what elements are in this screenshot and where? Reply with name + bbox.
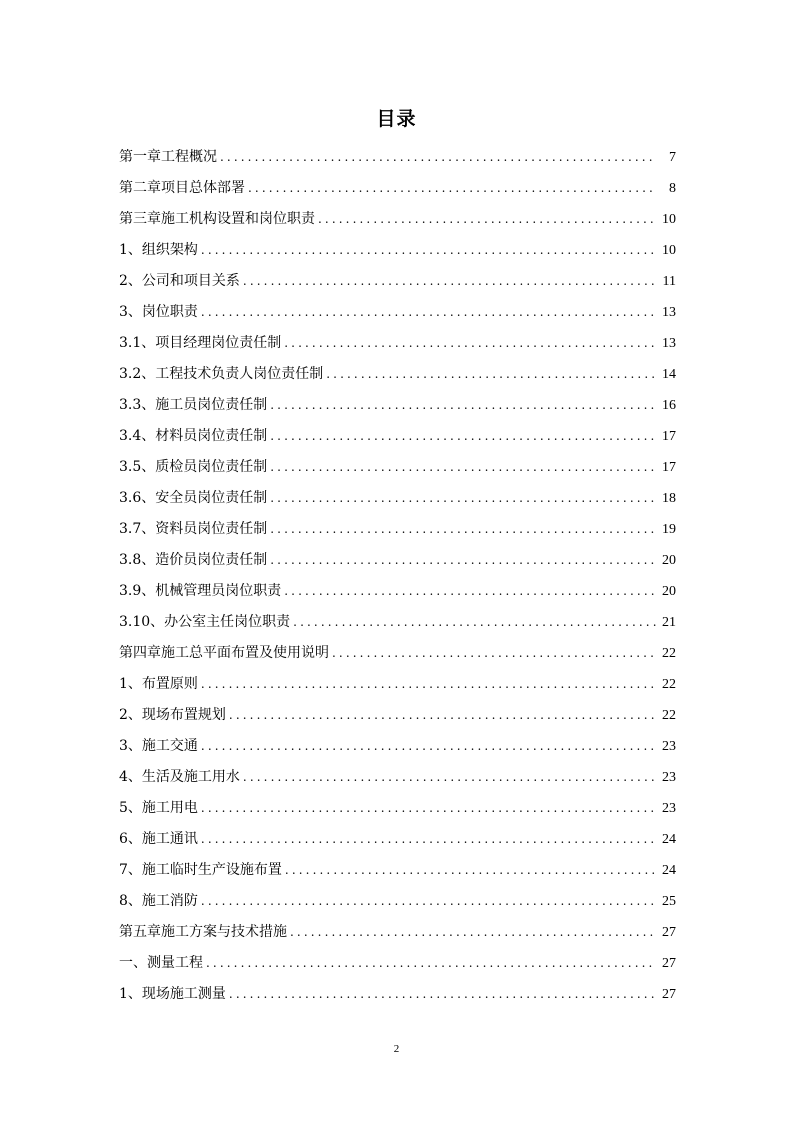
toc-dot-leader (201, 886, 656, 917)
toc-dot-leader (326, 359, 656, 390)
toc-entry-label: 3.1、项目经理岗位责任制 (119, 335, 282, 351)
toc-dot-leader (243, 762, 656, 793)
toc-entry-page: 22 (662, 677, 676, 692)
toc-entry-label: 3.5、质检员岗位责任制 (119, 459, 268, 475)
toc-entry-page: 23 (662, 801, 676, 816)
toc-entry-label: 3.7、资料员岗位责任制 (119, 521, 268, 537)
toc-entry-label: 7、施工临时生产设施布置 (119, 862, 282, 878)
toc-dot-leader (270, 545, 656, 576)
toc-entry-page: 22 (662, 646, 676, 661)
toc-entry-label: 第一章工程概况 (119, 149, 217, 165)
toc-dot-leader (270, 390, 656, 421)
page-number: 2 (393, 1043, 400, 1055)
toc-dot-leader (201, 235, 656, 266)
toc-entry-page: 13 (662, 336, 676, 351)
toc-entry-page: 10 (662, 212, 676, 227)
toc-entry-label: 1、现场施工测量 (119, 986, 226, 1002)
toc-entry-page: 21 (662, 615, 676, 630)
toc-entry-label: 第五章施工方案与技术措施 (119, 924, 287, 940)
toc-entry-label: 一、测量工程 (119, 955, 203, 971)
toc-dot-leader (318, 204, 656, 235)
toc-entry-page: 23 (662, 739, 676, 754)
toc-entry-label: 5、施工用电 (119, 800, 198, 816)
toc-entry[interactable] (119, 855, 676, 886)
toc-entry[interactable] (119, 979, 676, 1010)
toc-entry[interactable] (119, 173, 676, 204)
toc-entry[interactable] (119, 576, 676, 607)
toc-entry-label: 3.3、施工员岗位责任制 (119, 397, 268, 413)
toc-dot-leader (293, 607, 656, 638)
toc-entry[interactable] (119, 762, 676, 793)
toc-entry[interactable] (119, 793, 676, 824)
toc-dot-leader (290, 917, 656, 948)
toc-entry-page: 7 (669, 150, 676, 165)
toc-entry-label: 3.4、材料员岗位责任制 (119, 428, 268, 444)
toc-entry-page: 27 (662, 987, 676, 1002)
toc-entry-page: 19 (662, 522, 676, 537)
toc-entry-label: 1、布置原则 (119, 676, 198, 692)
toc-dot-leader (220, 142, 656, 173)
toc-dot-leader (206, 948, 656, 979)
toc-entry[interactable] (119, 235, 676, 266)
toc-dot-leader (243, 266, 656, 297)
toc-entry[interactable] (119, 669, 676, 700)
toc-dot-leader (270, 483, 656, 514)
toc-entry-label: 2、现场布置规划 (119, 707, 226, 723)
toc-entry-page: 23 (662, 770, 676, 785)
toc-entry[interactable] (119, 700, 676, 731)
toc-entry-page: 22 (662, 708, 676, 723)
toc-entry-page: 20 (662, 584, 676, 599)
toc-entry-label: 3.10、办公室主任岗位职责 (119, 614, 291, 630)
toc-dot-leader (201, 824, 656, 855)
toc-dot-leader (270, 452, 656, 483)
toc-entry-label: 第四章施工总平面布置及使用说明 (119, 645, 329, 661)
toc-dot-leader (201, 793, 656, 824)
toc-entry-label: 2、公司和项目关系 (119, 273, 240, 289)
toc-entry-page: 24 (662, 863, 676, 878)
toc-dot-leader (248, 173, 656, 204)
toc-entry-page: 18 (662, 491, 676, 506)
toc-entry-page: 10 (662, 243, 676, 258)
toc-entry[interactable] (119, 514, 676, 545)
toc-entry[interactable] (119, 328, 676, 359)
table-of-contents (119, 142, 676, 1010)
toc-dot-leader (229, 979, 656, 1010)
toc-entry-page: 24 (662, 832, 676, 847)
toc-entry-page: 8 (669, 181, 676, 196)
page-title: 目录 (376, 108, 417, 130)
toc-entry-page: 11 (662, 274, 676, 289)
toc-entry[interactable] (119, 297, 676, 328)
toc-entry[interactable] (119, 204, 676, 235)
toc-entry-label: 3.9、机械管理员岗位职责 (119, 583, 282, 599)
toc-entry-label: 3、施工交通 (119, 738, 198, 754)
toc-entry-label: 第二章项目总体部署 (119, 180, 245, 196)
toc-entry-page: 17 (662, 429, 676, 444)
toc-entry-label: 6、施工通讯 (119, 831, 198, 847)
toc-entry[interactable] (119, 731, 676, 762)
toc-entry[interactable] (119, 359, 676, 390)
toc-entry[interactable] (119, 824, 676, 855)
toc-entry-label: 第三章施工机构设置和岗位职责 (119, 211, 315, 227)
toc-dot-leader (229, 700, 656, 731)
toc-entry-page: 27 (662, 956, 676, 971)
toc-entry-label: 4、生活及施工用水 (119, 769, 240, 785)
toc-entry[interactable] (119, 607, 676, 638)
toc-dot-leader (285, 855, 656, 886)
toc-entry-page: 16 (662, 398, 676, 413)
toc-dot-leader (284, 576, 656, 607)
toc-entry-label: 3.8、造价员岗位责任制 (119, 552, 268, 568)
toc-dot-leader (201, 669, 656, 700)
toc-entry-label: 3.2、工程技术负责人岗位责任制 (119, 366, 324, 382)
toc-entry-page: 13 (662, 305, 676, 320)
toc-dot-leader (270, 421, 656, 452)
toc-entry-page: 17 (662, 460, 676, 475)
toc-entry-label: 3、岗位职责 (119, 304, 198, 320)
toc-dot-leader (332, 638, 656, 669)
toc-entry[interactable] (119, 390, 676, 421)
toc-entry-page: 25 (662, 894, 676, 909)
toc-entry[interactable] (119, 638, 676, 669)
toc-entry-page: 27 (662, 925, 676, 940)
toc-dot-leader (201, 731, 656, 762)
toc-dot-leader (284, 328, 656, 359)
toc-entry-label: 8、施工消防 (119, 893, 198, 909)
toc-dot-leader (270, 514, 656, 545)
toc-dot-leader (201, 297, 656, 328)
toc-entry[interactable] (119, 948, 676, 979)
toc-entry[interactable] (119, 452, 676, 483)
toc-entry-label: 3.6、安全员岗位责任制 (119, 490, 268, 506)
toc-entry-page: 14 (662, 367, 676, 382)
toc-entry[interactable] (119, 917, 676, 948)
toc-entry[interactable] (119, 545, 676, 576)
toc-entry[interactable] (119, 266, 676, 297)
toc-entry[interactable] (119, 886, 676, 917)
toc-entry[interactable] (119, 142, 676, 173)
toc-entry[interactable] (119, 483, 676, 514)
toc-entry[interactable] (119, 421, 676, 452)
toc-entry-page: 20 (662, 553, 676, 568)
toc-entry-label: 1、组织架构 (119, 242, 198, 258)
